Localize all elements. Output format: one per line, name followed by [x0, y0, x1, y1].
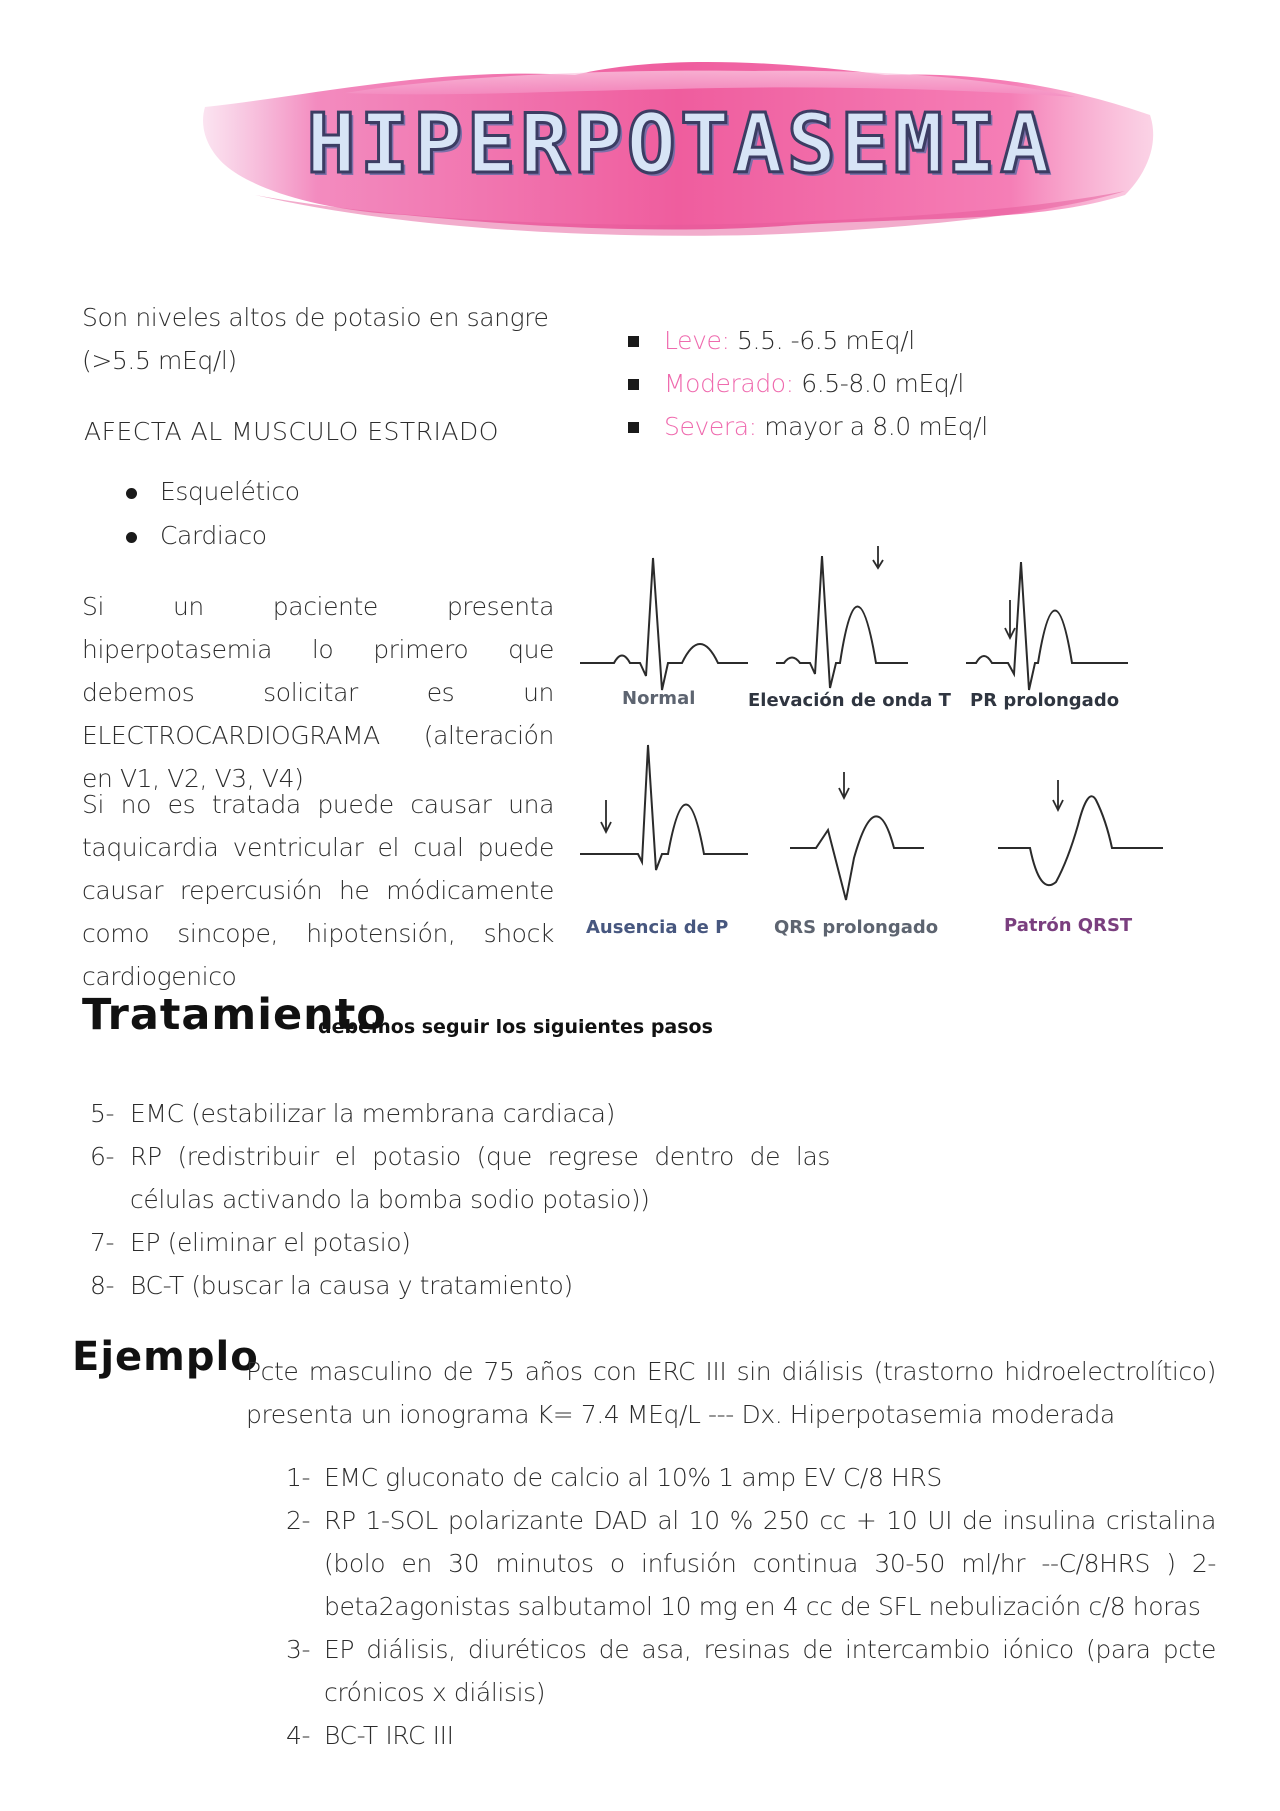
step-text: EMC gluconato de calcio al 10% 1 amp EV C/8 HRS: [324, 1463, 942, 1492]
treatment-subheading: debemos seguir los siguientes pasos: [318, 1016, 713, 1038]
step-number: 8-: [90, 1271, 115, 1300]
ecg-label-pr-prolonged: PR prolongado: [970, 690, 1120, 711]
list-item: [286, 1456, 1216, 1499]
affects-heading: AFECTA AL MUSCULO ESTRIADO: [84, 417, 499, 446]
list-item: [286, 1499, 1216, 1628]
step-text: RP (redistribuir el potasio (que regrese dentro de las células activando la bomba sodio potasio)): [130, 1142, 830, 1214]
muscle-list: [120, 470, 300, 558]
step-text: EMC (estabilizar la membrana cardiaca): [130, 1099, 615, 1128]
severity-item-severa: [628, 405, 988, 448]
page-title: HIPERPOTASEMIA: [306, 97, 1054, 192]
list-item: [90, 1092, 830, 1135]
step-number: 4-: [286, 1721, 311, 1750]
treatment-steps: [90, 1092, 830, 1307]
ecg-label-absent-p: Ausencia de P: [586, 917, 729, 938]
ecg-paragraph: Si un paciente presenta hiperpotasemia lo primero que debemos solicitar es un ELECTROCARDIOGRAMA (alteración en V1, V2, V3, V4): [82, 592, 554, 793]
severity-label: Moderado:: [664, 369, 794, 398]
example-heading: Ejemplo: [72, 1334, 259, 1380]
ecg-waveform-normal: [580, 558, 748, 690]
step-number: 7-: [90, 1228, 115, 1257]
ecg-waveform-qrst-pattern: [998, 780, 1163, 885]
ecg-label-normal: Normal: [622, 688, 696, 709]
list-item: Esquelético: [120, 470, 300, 514]
step-number: 3-: [286, 1635, 311, 1664]
ecg-label-qrs-prolonged: QRS prolongado: [774, 917, 939, 938]
ecg-waveform-pr-prolonged: [966, 562, 1128, 690]
ecg-figure: [578, 540, 1163, 940]
ecg-waveform-t-elevation: [776, 546, 908, 688]
ecg-waveforms: [578, 540, 1163, 940]
definition-text: Son niveles altos de potasio en sangre (>5.5 mEq/l): [82, 303, 549, 375]
step-number: 1-: [286, 1463, 311, 1492]
severity-item-leve: [628, 319, 988, 362]
severity-value: 5.5. -6.5 mEq/l: [737, 326, 915, 355]
step-number: 2-: [286, 1506, 311, 1535]
ecg-waveform-absent-p: [580, 745, 748, 870]
severity-value: 6.5-8.0 mEq/l: [801, 369, 964, 398]
step-text: BC-T (buscar la causa y tratamiento): [130, 1271, 573, 1300]
step-number: 6-: [90, 1142, 115, 1171]
ecg-label-qrst-pattern: Patrón QRST: [1004, 915, 1133, 936]
list-item: [286, 1628, 1216, 1714]
list-item: [286, 1714, 1216, 1757]
step-text: BC-T IRC III: [324, 1721, 454, 1750]
severity-item-moderado: [628, 362, 988, 405]
list-item: [90, 1221, 830, 1264]
treatment-heading: Tratamiento: [82, 990, 387, 1040]
example-case-text: Pcte masculino de 75 años con ERC III sin diálisis (trastorno hidroelectrolítico) presenta un ionograma K= 7.4 MEq/L --- Dx. Hiperpotasemia moderada: [246, 1357, 1216, 1429]
complications-paragraph: Si no es tratada puede causar una taquicardia ventricular el cual puede causar repercusión he módicamente como sincope, hipotensión, shock cardiogenico: [82, 790, 554, 991]
list-item: [90, 1264, 830, 1307]
severity-label: Severa:: [664, 412, 757, 441]
step-text: EP (eliminar el potasio): [130, 1228, 411, 1257]
ecg-waveform-qrs-prolonged: [790, 772, 924, 900]
step-text: RP 1-SOL polarizante DAD al 10 % 250 cc + 10 UI de insulina cristalina (bolo en 30 minutos o infusión continua 30-50 ml/hr --C/8HRS ) 2-beta2agonistas salbutamol 10 mg en 4 cc de SFL nebulización c/8 horas: [324, 1506, 1216, 1621]
step-text: EP diálisis, diuréticos de asa, resinas de intercambio iónico (para pcte crónicos x diálisis): [324, 1635, 1216, 1707]
example-steps: [286, 1456, 1216, 1757]
severity-label: Leve:: [664, 326, 730, 355]
ecg-label-t-elevation: Elevación de onda T: [748, 690, 951, 711]
severity-list: [628, 319, 988, 448]
severity-value: mayor a 8.0 mEq/l: [764, 412, 988, 441]
title-banner: [195, 45, 1165, 245]
list-item: Cardiaco: [120, 514, 300, 558]
list-item: [90, 1135, 830, 1221]
step-number: 5-: [90, 1099, 115, 1128]
